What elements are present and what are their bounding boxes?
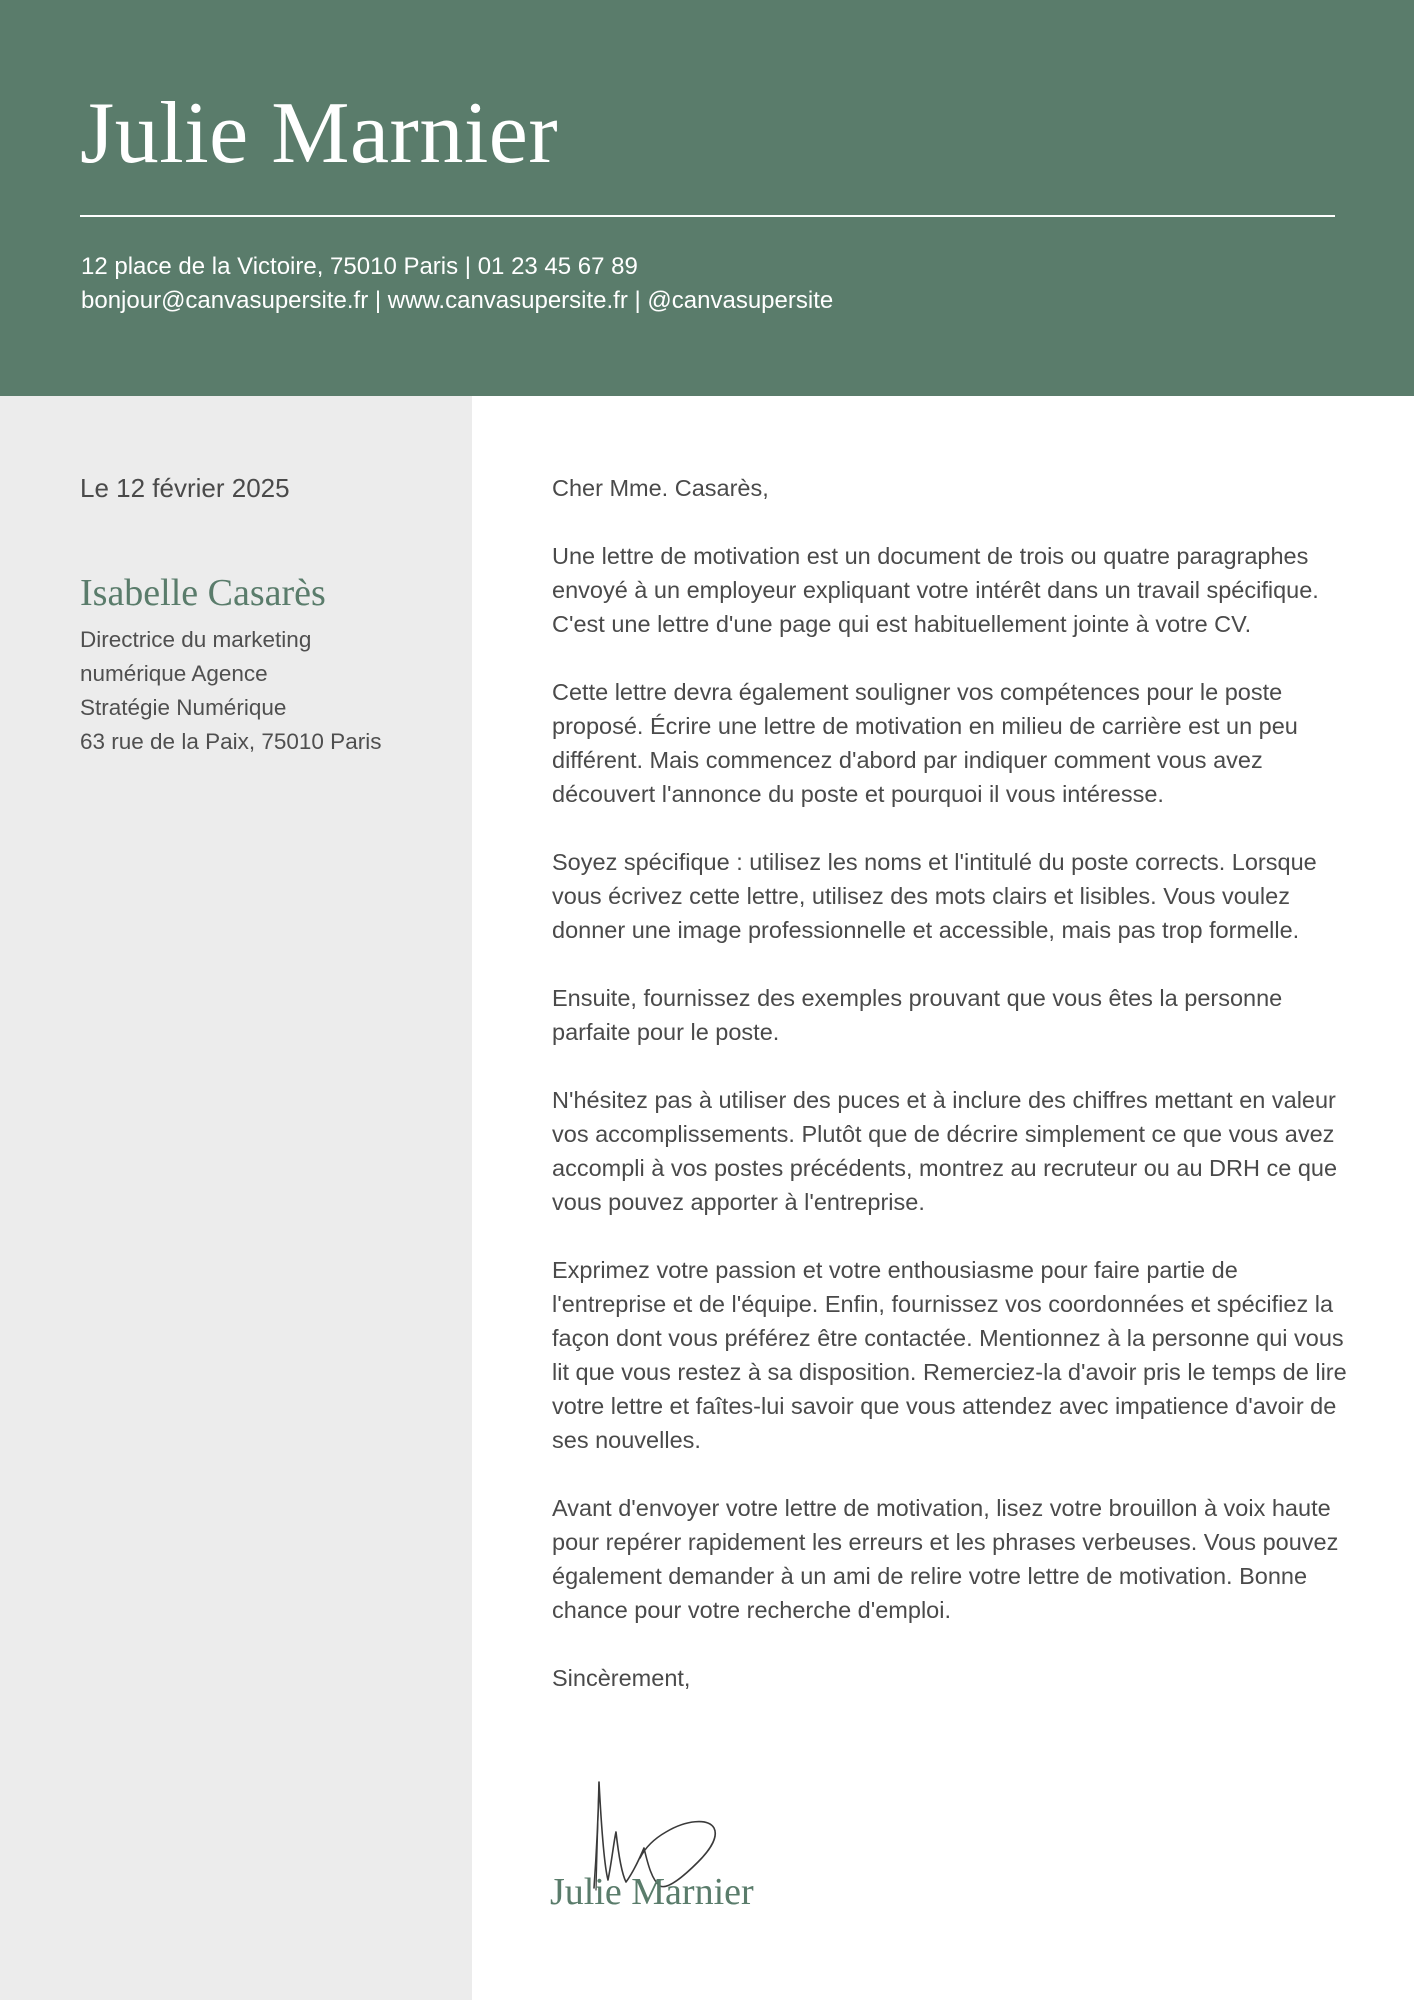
- letter-body: [552, 471, 1352, 1729]
- paragraph: Exprimez votre passion et votre enthousiasme pour faire partie de l'entreprise et de l'équipe. Enfin, fournissez vos coordonnées et spécifiez la façon dont vous préférez être contactée. Mentionnez à la personne qui vous lit que vous restez à sa disposition. Remerciez-la d'avoir pris le temps de lire votre lettre et faîtes-lui savoir que vous attendez avec impatience d'avoir de ses nouvelles.: [552, 1257, 1347, 1453]
- recipient-line: 63 rue de la Paix, 75010 Paris: [80, 729, 382, 754]
- paragraph: Avant d'envoyer votre lettre de motivation, lisez votre brouillon à voix haute pour repérer rapidement les erreurs et les phrases verbeuses. Vous pouvez également demander à un ami de relire votre lettre de motivation. Bonne chance pour votre recherche d'emploi.: [552, 1495, 1339, 1623]
- contact-email-web: bonjour@canvasupersite.fr | www.canvasupersite.fr | @canvasupersite: [81, 287, 834, 314]
- recipient-line: Directrice du marketing: [80, 627, 312, 652]
- salutation: Cher Mme. Casarès,: [552, 475, 769, 501]
- sender-name: Julie Marnier: [80, 85, 559, 182]
- header-banner: [0, 0, 1414, 396]
- recipient-name: Isabelle Casarès: [80, 572, 326, 614]
- signed-name: Julie Marnier: [550, 1871, 754, 1913]
- closing: Sincèrement,: [552, 1665, 691, 1691]
- sender-contact: [81, 250, 833, 318]
- recipient-line: numérique Agence: [80, 661, 268, 686]
- paragraph: Ensuite, fournissez des exemples prouvant que vous êtes la personne parfaite pour le poste.: [552, 985, 1283, 1045]
- contact-address-phone: 12 place de la Victoire, 75010 Paris | 01 23 45 67 89: [81, 253, 638, 280]
- header-divider: [80, 215, 1335, 217]
- paragraph: Soyez spécifique : utilisez les noms et l'intitulé du poste corrects. Lorsque vous écrivez cette lettre, utilisez des mots clairs et lisibles. Vous voulez donner une image professionnelle et accessible, mais pas trop formelle.: [552, 849, 1317, 943]
- recipient-details: [80, 623, 450, 759]
- paragraph: N'hésitez pas à utiliser des puces et à inclure des chiffres mettant en valeur vos accomplissements. Plutôt que de décrire simplement ce que vous avez accompli à vos postes précédents, montrez au recruteur ou au DRH ce que vous pouvez apporter à l'entreprise.: [552, 1087, 1338, 1215]
- paragraph: Cette lettre devra également souligner vos compétences pour le poste proposé. Écrire une lettre de motivation en milieu de carrière est un peu différent. Mais commencez d'abord par indiquer comment vous avez découvert l'annonce du poste et pourquoi il vous intéresse.: [552, 679, 1298, 807]
- recipient-line: Stratégie Numérique: [80, 695, 287, 720]
- letter-date: Le 12 février 2025: [80, 473, 290, 503]
- paragraph: Une lettre de motivation est un document de trois ou quatre paragraphes envoyé à un employeur expliquant votre intérêt dans un travail spécifique. C'est une lettre d'une page qui est habituellement jointe à votre CV.: [552, 543, 1319, 637]
